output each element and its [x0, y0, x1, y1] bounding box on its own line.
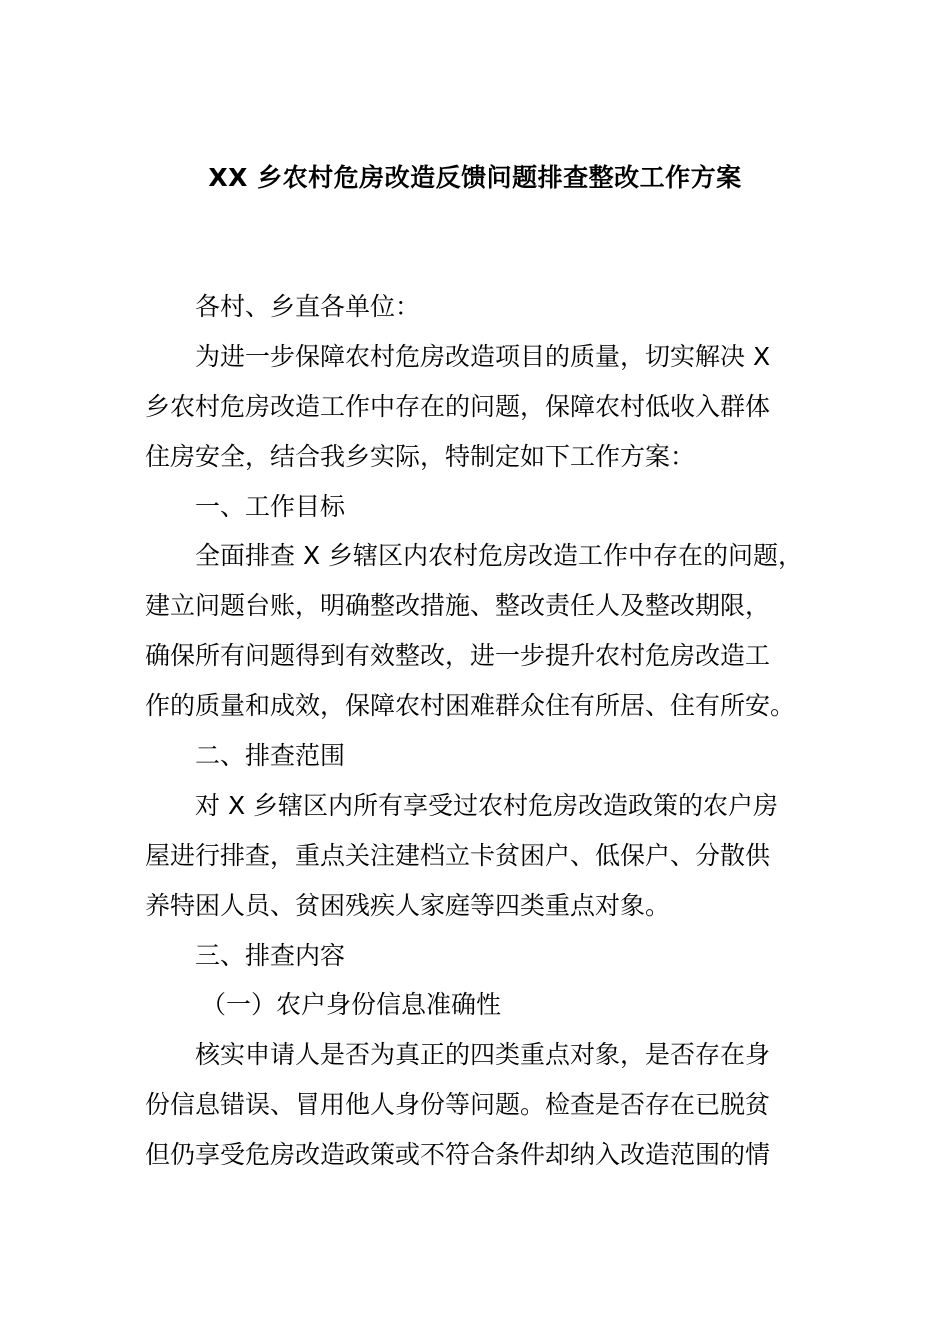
section-heading: 一、工作目标: [195, 491, 346, 521]
subsection-heading: （一）农户身份信息准确性: [201, 990, 502, 1020]
paragraph-line: 屋进行排查，重点关注建档立卡贫困户、低保户、分散供: [145, 840, 771, 870]
section-heading: 三、排查内容: [195, 940, 346, 970]
paragraph-line: 建立问题台账，明确整改措施、整改责任人及整改期限，: [145, 591, 771, 621]
document-title: XX 乡农村危房改造反馈问题排查整改工作方案: [208, 163, 742, 192]
paragraph-line: 住房安全，结合我乡实际，特制定如下工作方案：: [145, 441, 696, 471]
paragraph-line: 作的质量和成效，保障农村困难群众住有所居、住有所安。: [145, 691, 796, 721]
document-body: [145, 282, 835, 1180]
salutation-line: 各村、乡直各单位：: [195, 292, 421, 321]
paragraph-line: 核实申请人是否为真正的四类重点对象，是否存在身: [195, 1040, 771, 1070]
paragraph-line: 但仍享受危房改造政策或不符合条件却纳入改造范围的情: [145, 1140, 771, 1170]
paragraph-line: 全面排查 X 乡辖区内农村危房改造工作中存在的问题，: [195, 541, 804, 571]
paragraph-line: 养特困人员、贫困残疾人家庭等四类重点对象。: [145, 890, 671, 920]
paragraph-line: 乡农村危房改造工作中存在的问题，保障农村低收入群体: [145, 391, 771, 421]
paragraph-line: 对 X 乡辖区内所有享受过农村危房改造政策的农户房: [195, 790, 779, 820]
paragraph-line: 确保所有问题得到有效整改，进一步提升农村危房改造工: [145, 641, 771, 671]
paragraph-line: 为进一步保障农村危房改造项目的质量，切实解决 X: [195, 341, 771, 371]
section-heading: 二、排查范围: [195, 741, 346, 771]
paragraph-line: 份信息错误、冒用他人身份等问题。检查是否存在已脱贫: [145, 1090, 771, 1120]
